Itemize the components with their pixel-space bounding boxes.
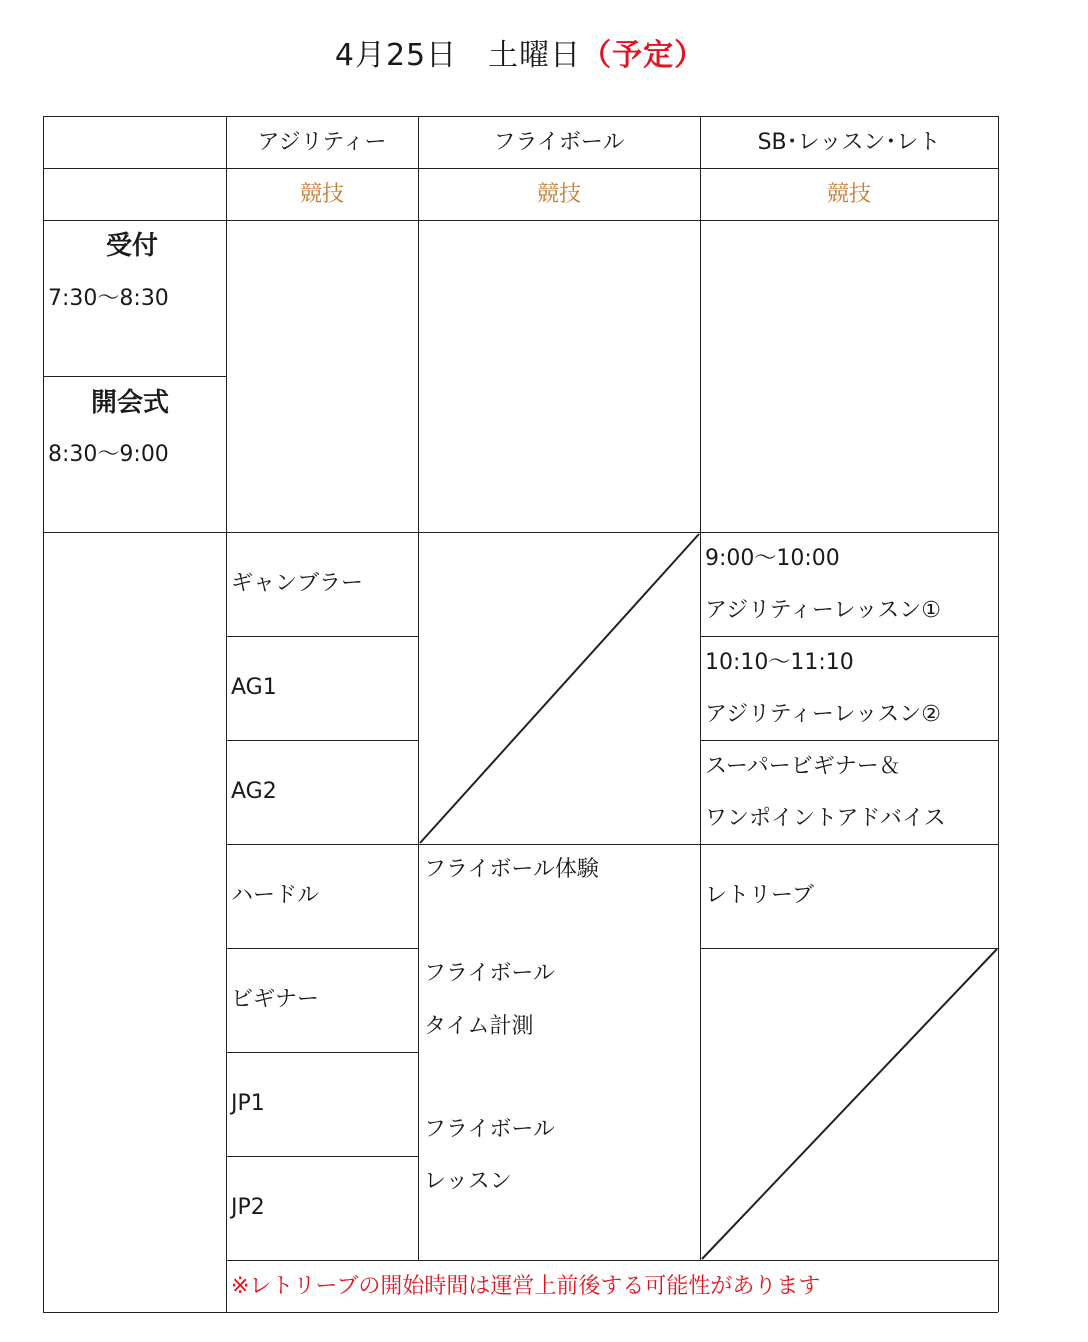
empty-cell-diagonal — [702, 949, 997, 1259]
title-planned: （予定） — [581, 38, 706, 73]
reception-label: 受付 — [106, 231, 159, 261]
column-header-sb: SB･レッスン･レト — [757, 130, 941, 155]
retrieve-event: レトリーブ — [705, 883, 814, 908]
opening-label: 開会式 — [91, 388, 170, 418]
flyball-lesson-line1: フライボール — [424, 1117, 555, 1142]
lesson1-time: 9:00～10:00 — [705, 546, 840, 571]
beginner-line1: スーパービギナー＆ — [705, 754, 901, 779]
flyball-timing-line2: タイム計測 — [424, 1014, 534, 1039]
flyball-experience: フライボール体験 — [424, 857, 599, 882]
flyball-lesson-line2: レッスン — [424, 1169, 512, 1194]
opening-time: 8:30～9:00 — [48, 442, 169, 467]
agility-event: AG2 — [231, 779, 277, 804]
agility-event: JP1 — [231, 1091, 265, 1116]
category-agility: 競技 — [299, 182, 344, 207]
agility-event: ギャンブラー — [231, 571, 364, 596]
agility-event: JP2 — [231, 1195, 265, 1220]
column-header-agility: アジリティー — [257, 130, 387, 155]
agility-event: ハードル — [231, 883, 320, 908]
beginner-line2: ワンポイントアドバイス — [705, 806, 946, 831]
category-flyball: 競技 — [536, 182, 581, 207]
title-main: 4月25日 土曜日 — [334, 38, 582, 73]
lesson2-name: アジリティーレッスン② — [705, 702, 941, 727]
schedule-note: ※レトリーブの開始時間は運営上前後する可能性があります — [231, 1274, 821, 1299]
column-header-flyball: フライボール — [493, 130, 625, 155]
agility-event: AG1 — [231, 675, 277, 700]
reception-time: 7:30～8:30 — [48, 286, 169, 311]
flyball-timing-line1: フライボール — [424, 961, 555, 986]
lesson1-name: アジリティーレッスン① — [705, 598, 941, 623]
empty-cell-diagonal — [420, 534, 699, 843]
lesson2-time: 10:10～11:10 — [705, 650, 854, 675]
category-sb: 競技 — [826, 182, 871, 207]
agility-event: ビギナー — [231, 987, 320, 1012]
